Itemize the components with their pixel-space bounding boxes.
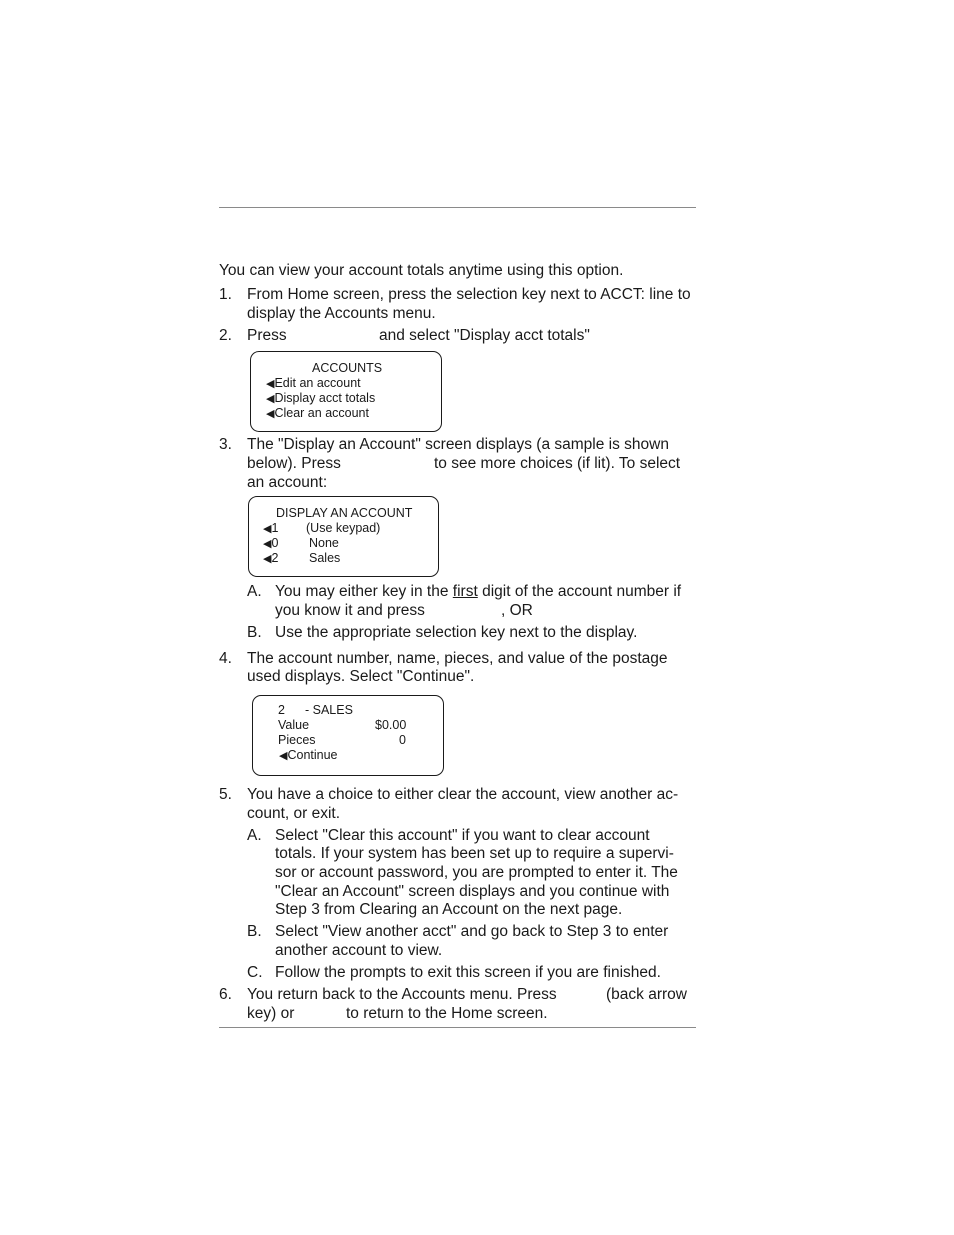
step-5c-line-1: Follow the prompts to exit this screen if you are finished. — [275, 964, 661, 981]
accounts-menu-title: ACCOUNTS — [312, 361, 383, 375]
step-2-rest: and select "Display acct totals" — [379, 327, 590, 344]
display-row-label: Sales — [309, 551, 341, 565]
step-4-line-2: used displays. Select "Continue". — [247, 668, 475, 685]
left-triangle-icon: ◀ — [263, 523, 272, 535]
step-3a-line-2a: you know it and press — [275, 602, 425, 619]
sales-header-name: - SALES — [305, 703, 353, 717]
left-triangle-icon: ◀ — [263, 553, 272, 565]
step-5b-line-1: Select "View another acct" and go back to Step 3 to enter — [275, 923, 669, 940]
step-3-line-2b: to see more choices (if lit). To select — [434, 455, 681, 472]
step-5a-line: sor or account password, you are prompted to enter it. The — [275, 864, 678, 881]
step-3-line-2a: below). Press — [247, 455, 341, 472]
left-triangle-icon: ◀ — [266, 408, 275, 420]
menu-item-edit-account: ◀Edit an account — [266, 376, 361, 390]
step-6-line-1b: (back arrow — [606, 986, 687, 1003]
menu-item-clear-account: ◀Clear an account — [266, 406, 369, 420]
step-6-line-2a: key) or — [247, 1005, 295, 1022]
step-2-number: 2. — [219, 327, 232, 344]
step-5a-line: Select "Clear this account" if you want to clear account — [275, 827, 650, 844]
menu-item-display-acct-totals: ◀Display acct totals — [266, 391, 376, 405]
left-triangle-icon: ◀ — [279, 750, 288, 762]
step-5b-letter: B. — [247, 923, 262, 940]
display-account-title: DISPLAY AN ACCOUNT — [276, 506, 413, 520]
step-3a-line-1: You may either key in the first digit of the account number if — [275, 583, 682, 600]
pieces-label: Pieces — [278, 733, 316, 747]
display-account-screen — [248, 496, 439, 577]
step-3-number: 3. — [219, 436, 232, 453]
step-5-line-1: You have a choice to either clear the account, view another ac- — [247, 786, 679, 803]
display-row-key: ◀2 — [263, 551, 279, 565]
step-1-line-1: From Home screen, press the selection key next to ACCT: line to — [247, 286, 691, 303]
step-4-number: 4. — [219, 650, 232, 667]
first-underlined: first — [452, 583, 478, 600]
step-3-line-1: The "Display an Account" screen displays (a sample is shown — [247, 436, 669, 453]
accounts-menu-screen — [250, 351, 442, 432]
top-rule — [219, 207, 696, 208]
bottom-rule — [219, 1027, 696, 1028]
step-5-number: 5. — [219, 786, 232, 803]
step-5a-line: "Clear an Account" screen displays and you continue with — [275, 883, 670, 900]
display-row-key: ◀1 — [263, 521, 279, 535]
sales-header-number: 2 — [278, 703, 285, 717]
intro-text: You can view your account totals anytime using this option. — [219, 262, 624, 279]
left-triangle-icon: ◀ — [266, 393, 275, 405]
value-amount: $0.00 — [375, 718, 407, 732]
step-3b-line-1: Use the appropriate selection key next to the display. — [275, 624, 638, 641]
step-5-line-2: count, or exit. — [247, 805, 341, 822]
step-6-number: 6. — [219, 986, 232, 1003]
step-5a-letter: A. — [247, 827, 262, 844]
display-row-label: (Use keypad) — [306, 521, 381, 535]
step-6-line-2b: to return to the Home screen. — [346, 1005, 548, 1022]
step-5a-line: Step 3 from Clearing an Account on the next page. — [275, 901, 623, 918]
step-2-press: Press — [247, 327, 287, 344]
step-3a-letter: A. — [247, 583, 262, 600]
step-1-number: 1. — [219, 286, 232, 303]
pieces-count: 0 — [399, 733, 406, 747]
left-triangle-icon: ◀ — [266, 378, 275, 390]
step-5a-line: totals. If your system has been set up to require a supervi- — [275, 845, 674, 862]
step-6-line-1a: You return back to the Accounts menu. Press — [247, 986, 557, 1003]
left-triangle-icon: ◀ — [263, 538, 272, 550]
value-label: Value — [278, 718, 310, 732]
step-1-line-2: display the Accounts menu. — [247, 305, 436, 322]
step-3-line-3: an account: — [247, 474, 328, 491]
display-row-label: None — [309, 536, 339, 550]
step-3a-line-2b: , OR — [501, 602, 533, 619]
step-3b-letter: B. — [247, 624, 262, 641]
step-5b-line-2: another account to view. — [275, 942, 443, 959]
sales-account-screen — [252, 695, 444, 776]
step-4-line-1: The account number, name, pieces, and value of the postage — [247, 650, 668, 667]
display-row-key: ◀0 — [263, 536, 279, 550]
step-5c-letter: C. — [247, 964, 263, 981]
continue-option: ◀Continue — [279, 748, 338, 762]
